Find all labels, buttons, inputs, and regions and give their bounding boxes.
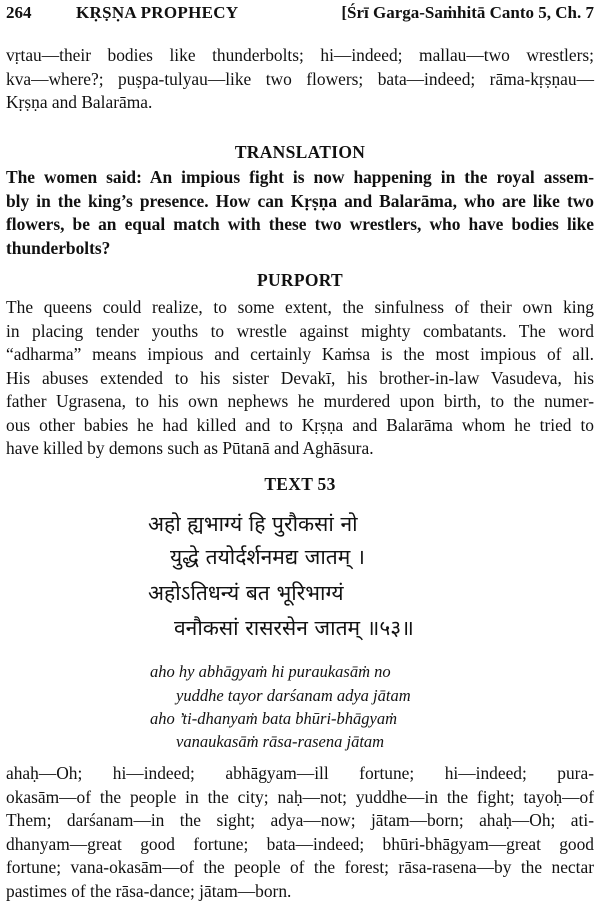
transliteration-line: yuddhe tayor darśanam adya jātam (176, 686, 411, 706)
transliteration-line: vanaukasāṁ rāsa-rasena jātam (176, 732, 384, 752)
text-line: ahaḥ—Oh; hi—indeed; abhāgyam—ill fortune; hi—indeed; pura- (6, 762, 594, 786)
text-number-heading: TEXT 53 (0, 474, 600, 495)
text-line: flowers, be an equal match with these two wrestlers, who have bodies like (6, 213, 594, 237)
running-title: KṚṢṆA PROPHECY (76, 3, 238, 23)
text-line: in placing tender youths to wrestle against mighty combatants. The word (6, 320, 594, 344)
purport-text (6, 296, 594, 461)
text-line: vṛtau—their bodies like thunderbolts; hi—indeed; mallau—two wrestlers; (6, 44, 594, 68)
text-line: pastimes of the rāsa-dance; jātam—born. (6, 880, 594, 903)
devanagari-verse-line: अहो ह्यभाग्यं हि पुरौकसां नो (148, 510, 358, 538)
text-line: have killed by demons such as Pūtanā and Aghāsura. (6, 437, 594, 461)
page-header (6, 0, 594, 26)
devanagari-verse-line: युद्धे तयोर्दर्शनमद्य जातम् । (170, 543, 365, 571)
text-line: okasām—of the people in the city; naḥ—not; yuddhe—in the fight; tayoḥ—of (6, 786, 594, 810)
translation-text (6, 166, 594, 260)
translation-heading: TRANSLATION (0, 142, 600, 163)
purport-heading: PURPORT (0, 270, 600, 291)
devanagari-verse-line: वनौकसां रासरसेन जातम् ॥५३॥ (174, 614, 414, 642)
section-reference: [Śrī Garga-Saṁhitā Canto 5, Ch. 7 (341, 3, 594, 23)
text-line: “adharma” means impious and certainly Kaṁsa is the most impious of all. (6, 343, 594, 367)
text-line: ous other babies he had killed and to Kṛṣṇa and Balarāma whom he tried to (6, 414, 594, 438)
text-line: father Ugrasena, to his own nephews he murdered upon birth, to the numer- (6, 390, 594, 414)
text-line: kva—where?; puṣpa-tulyau—like two flowers; bata—indeed; rāma-kṛṣṇau— (6, 68, 594, 92)
page-number: 264 (6, 3, 32, 23)
text-line: dhanyam—great good fortune; bata—indeed; bhūri-bhāgyam—great good (6, 833, 594, 857)
text-line: Kṛṣṇa and Balarāma. (6, 91, 594, 115)
synonyms-continuation (6, 44, 594, 115)
text-line: The women said: An impious fight is now happening in the royal assem- (6, 166, 594, 190)
text-line: bly in the king’s presence. How can Kṛṣṇa and Balarāma, who are like two (6, 190, 594, 214)
text-line: The queens could realize, to some extent, the sinfulness of their own king (6, 296, 594, 320)
synonyms-text (6, 762, 594, 903)
transliteration-line: aho hy abhāgyaṁ hi puraukasāṁ no (150, 662, 391, 682)
devanagari-verse-line: अहोऽतिधन्यं बत भूरिभाग्यं (148, 579, 344, 607)
transliteration-line: aho ’ti-dhanyaṁ bata bhūri-bhāgyaṁ (150, 709, 397, 729)
text-line: fortune; vana-okasām—of the people of the forest; rāsa-rasena—by the nectar (6, 856, 594, 880)
text-line: Them; darśanam—in the sight; adya—now; jātam—born; ahaḥ—Oh; ati- (6, 809, 594, 833)
text-line: His abuses extended to his sister Devakī, his brother-in-law Vasudeva, his (6, 367, 594, 391)
text-line: thunderbolts? (6, 237, 594, 261)
